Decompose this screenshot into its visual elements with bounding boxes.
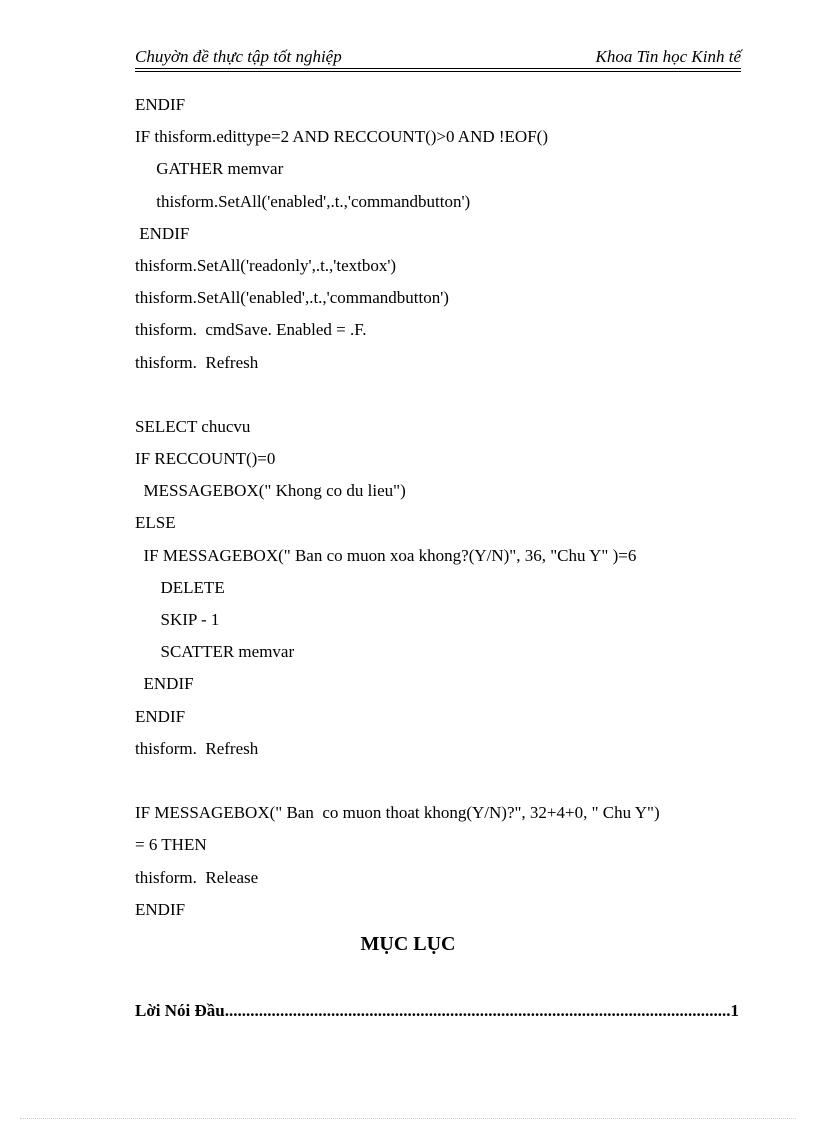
- header-right-title: Khoa Tin học Kinh tế: [595, 47, 741, 66]
- code-line: thisform. Refresh: [135, 352, 259, 372]
- code-line: IF thisform.edittype=2 AND RECCOUNT()>0 AND !EOF(): [135, 127, 548, 147]
- header-rule: [135, 68, 741, 69]
- code-line: IF MESSAGEBOX(" Ban co muon thoat khong(Y/N)?", 32+4+0, " Chu Y"): [135, 803, 660, 823]
- toc-entry: [135, 1001, 739, 1021]
- blank-line: [135, 383, 745, 415]
- page-footer-rule: [20, 1118, 796, 1119]
- page-header: [135, 47, 741, 69]
- code-line: = 6 THEN: [135, 835, 207, 855]
- code-line: SCATTER memvar: [135, 642, 295, 662]
- code-line: IF RECCOUNT()=0: [135, 449, 276, 469]
- code-listing: [135, 93, 745, 930]
- header-rule-second: [135, 71, 741, 72]
- code-line: thisform.SetAll('readonly',.t.,'textbox'): [135, 255, 397, 275]
- code-line: SKIP - 1: [135, 610, 220, 629]
- code-line: thisform.SetAll('enabled',.t.,'commandbutton'): [135, 191, 471, 211]
- code-line: ENDIF: [135, 223, 190, 243]
- code-line: thisform. cmdSave. Enabled = .F.: [135, 320, 367, 340]
- code-line: ENDIF: [135, 899, 186, 919]
- code-line: thisform. Refresh: [135, 738, 259, 758]
- code-line: ELSE: [135, 513, 176, 533]
- code-line: IF MESSAGEBOX(" Ban co muon xoa khong?(Y/N)", 36, "Chu Y" )=6: [135, 545, 637, 565]
- blank-line: [135, 769, 745, 801]
- header-left-title: Chuyờn đề thực tập tốt nghiệp: [135, 47, 342, 66]
- toc-entry-leader: .......................................................................................................................: [224, 1001, 731, 1020]
- toc-title: MỤC LỤC: [360, 933, 456, 955]
- code-line: ENDIF: [135, 674, 194, 694]
- toc-entry-label: Lời Nói Đầu: [135, 1001, 225, 1020]
- code-line: DELETE: [135, 577, 225, 597]
- code-line: GATHER memvar: [135, 159, 284, 179]
- code-line: thisform. Release: [135, 867, 259, 887]
- code-line: ENDIF: [135, 706, 186, 726]
- code-line: SELECT chucvu: [135, 416, 251, 436]
- code-line: MESSAGEBOX(" Khong co du lieu"): [135, 481, 406, 501]
- code-line: ENDIF: [135, 95, 186, 114]
- toc-entry-page: 1: [730, 1001, 739, 1020]
- code-line: thisform.SetAll('enabled',.t.,'commandbutton'): [135, 288, 449, 308]
